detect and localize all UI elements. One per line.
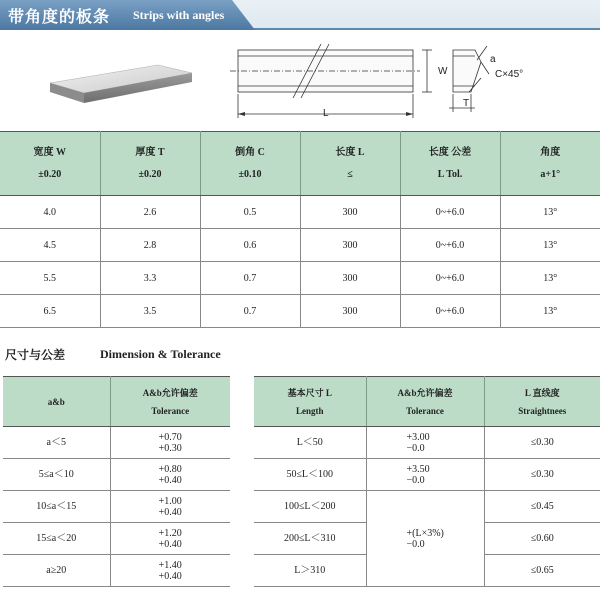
cell: ≤0.45 (484, 491, 600, 523)
cell: 200≤L＜310 (254, 523, 366, 555)
table-row (254, 491, 600, 523)
col-length: 长度 L ≤ (300, 132, 400, 196)
cell: L＞310 (254, 555, 366, 587)
cell: 300 (300, 229, 400, 262)
table-row (3, 555, 230, 587)
cell: 4.5 (0, 229, 100, 262)
spec-table (0, 131, 600, 328)
cell: 50≤L＜100 (254, 459, 366, 491)
table-row (3, 427, 230, 459)
cell: 0.7 (200, 295, 300, 328)
cell: 0~+6.0 (400, 196, 500, 229)
cell: 3.3 (100, 262, 200, 295)
cell: 13° (500, 229, 600, 262)
length-tolerance-table (254, 376, 600, 587)
table-header-row (0, 132, 600, 196)
cell: 4.0 (0, 196, 100, 229)
col-length-tol: 长度 公差 L Tol. (400, 132, 500, 196)
cell: 2.6 (100, 196, 200, 229)
cell: +0.80 +0.40 (110, 459, 230, 491)
angle-label: a (490, 54, 496, 65)
cell: +1.00 +0.40 (110, 491, 230, 523)
cell: 2.8 (100, 229, 200, 262)
cell: ≤0.60 (484, 523, 600, 555)
cell: 100≤L＜200 (254, 491, 366, 523)
cell: a≥20 (3, 555, 110, 587)
cell: 0.7 (200, 262, 300, 295)
col-ab: a&b (3, 377, 110, 427)
cell: 3.5 (100, 295, 200, 328)
table-header-row (254, 377, 600, 427)
cell: ≤0.30 (484, 427, 600, 459)
col-width: 宽度 W ±0.20 (0, 132, 100, 196)
table-row (3, 523, 230, 555)
cell: 300 (300, 196, 400, 229)
cell: 10≤a＜15 (3, 491, 110, 523)
ab-tolerance-table (3, 376, 230, 587)
length-label: L (323, 108, 329, 119)
chamfer-label: C×45° (495, 69, 524, 80)
cell: 300 (300, 295, 400, 328)
cell: 300 (300, 262, 400, 295)
strip-illustration (40, 45, 200, 125)
cell: 0~+6.0 (400, 295, 500, 328)
table-row (0, 196, 600, 229)
width-label: W (438, 66, 448, 77)
cell: 13° (500, 196, 600, 229)
table-row (254, 427, 600, 459)
col-basic-length: 基本尺寸 L Length (254, 377, 366, 427)
col-length-tolerance: A&b允许偏差 Tolerance (366, 377, 484, 427)
cell: ≤0.30 (484, 459, 600, 491)
cell: ≤0.65 (484, 555, 600, 587)
col-straightness: L 直线度 Straightnees (484, 377, 600, 427)
cell: 5.5 (0, 262, 100, 295)
cell-merged-tolerance: +(L×3%) −0.0 (366, 491, 484, 587)
banner-subtitle: Strips with angles (133, 8, 225, 22)
col-ab-tolerance: A&b允许偏差 Tolerance (110, 377, 230, 427)
technical-drawing (225, 38, 535, 128)
table-row (0, 295, 600, 328)
cell: +3.00 −0.0 (366, 427, 484, 459)
cell: +3.50 −0.0 (366, 459, 484, 491)
cell: 0.5 (200, 196, 300, 229)
cell: +1.20 +0.40 (110, 523, 230, 555)
cell: 15≤a＜20 (3, 523, 110, 555)
cell: +0.70 +0.30 (110, 427, 230, 459)
header-banner (0, 0, 600, 30)
table-row (254, 459, 600, 491)
col-angle: 角度 a+1° (500, 132, 600, 196)
cell: L＜50 (254, 427, 366, 459)
table-row (0, 262, 600, 295)
cell: 0~+6.0 (400, 229, 500, 262)
cell: 0.6 (200, 229, 300, 262)
cell: 0~+6.0 (400, 262, 500, 295)
section-title-cn: 尺寸与公差 (5, 348, 66, 362)
cell: 13° (500, 262, 600, 295)
cell: 6.5 (0, 295, 100, 328)
cell: 13° (500, 295, 600, 328)
section-title-en: Dimension & Tolerance (100, 347, 221, 361)
table-row (3, 459, 230, 491)
cell: +1.40 +0.40 (110, 555, 230, 587)
table-header-row (3, 377, 230, 427)
thickness-label: T (463, 98, 470, 109)
col-thickness: 厚度 T ±0.20 (100, 132, 200, 196)
cell: a＜5 (3, 427, 110, 459)
table-row (0, 229, 600, 262)
banner-title: 带角度的板条 (8, 7, 111, 26)
col-chamfer: 倒角 C ±0.10 (200, 132, 300, 196)
table-row (3, 491, 230, 523)
cell: 5≤a＜10 (3, 459, 110, 491)
